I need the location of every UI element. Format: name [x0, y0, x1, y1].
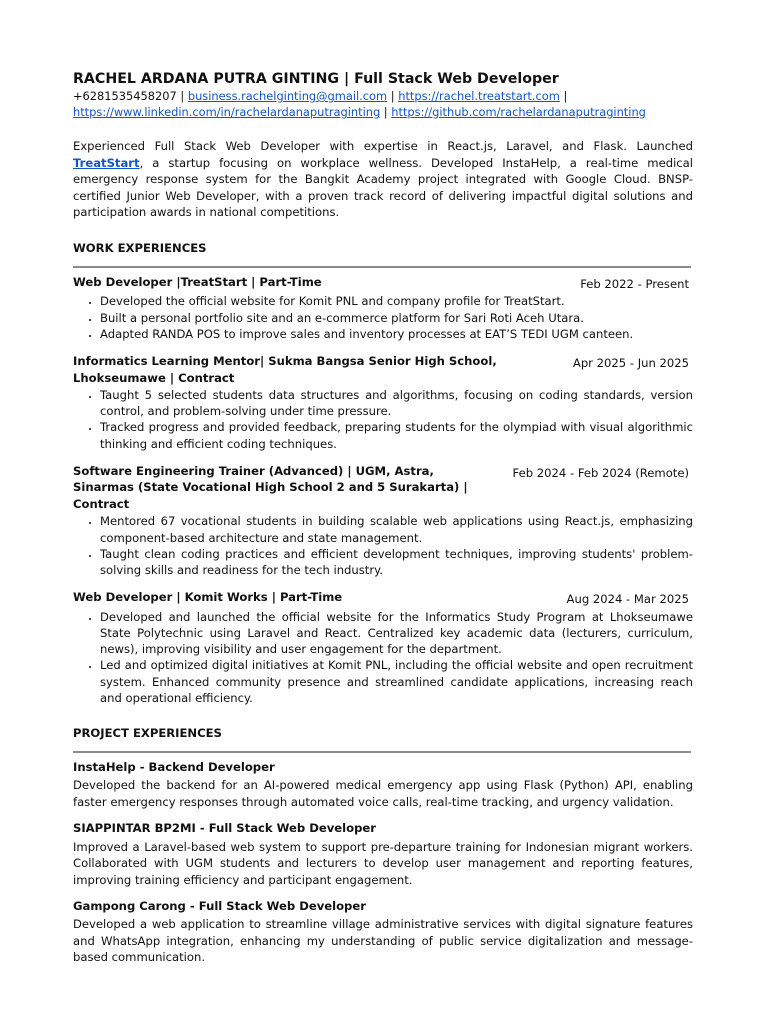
job-bullet: • Developed and launched the official website for the Informatics Study Program at Lhokseumawe State Polytechnic using Laravel and React. Centralized key academic data (lecturers, curriculum, news), improving visibility and user engagement for the department.	[100, 609, 693, 658]
project-description: Improved a Laravel-based web system to support pre-departure training for Indonesian migrant workers. Collaborated with UGM students and lecturers to develop user management and reporting features, improving training efficiency and participant engagement.	[73, 839, 693, 887]
project-title: SIAPPINTAR BP2MI - Full Stack Web Developer	[73, 821, 376, 836]
job-date: Feb 2024 - Feb 2024 (Remote)	[512, 465, 689, 480]
job-bullet: • Mentored 67 vocational students in building scalable web applications using React.js, emphasizing component-based architecture and state management.	[100, 513, 693, 545]
job-title: Web Developer |TreatStart | Part-Time	[73, 274, 322, 289]
section-divider	[73, 751, 691, 753]
github-link[interactable]: https://github.com/rachelardanaputraginting	[391, 105, 646, 119]
job-date: Feb 2022 - Present	[580, 276, 689, 291]
project-entry	[73, 820, 693, 888]
job-bullets	[73, 387, 693, 452]
separator: |	[380, 105, 392, 119]
job-bullet: • Led and optimized digital initiatives at Komit PNL, including the official website and open recruitment system. Enhanced community presence and streamlined candidate applications, increasing reach and operational efficiency.	[100, 657, 693, 706]
section-divider	[73, 266, 691, 268]
job-bullet: • Tracked progress and provided feedback, preparing students for the olympiad with visual algorithmic thinking and efficient coding techniques.	[100, 419, 693, 451]
job-bullets	[73, 293, 693, 342]
contact-info	[73, 88, 693, 120]
summary-paragraph	[73, 138, 693, 221]
job-entry	[73, 463, 693, 578]
job-title: Software Engineering Trainer (Advanced) | UGM, Astra, Sinarmas (State Vocational High School 2 and 5 Surakarta) | Contract	[73, 463, 468, 511]
projects-section-heading: PROJECT EXPERIENCES	[73, 725, 222, 740]
website-link[interactable]: https://rachel.treatstart.com	[398, 89, 560, 103]
treatstart-link[interactable]: TreatStart	[73, 155, 140, 170]
job-date: Apr 2025 - Jun 2025	[572, 356, 689, 371]
job-bullet: • Adapted RANDA POS to improve sales and inventory processes at EAT’S TEDI UGM canteen.	[100, 326, 693, 342]
summary-text-end: , a startup focusing on workplace wellness. Developed InstaHelp, a real-time medical emergency response system for the Bangkit Academy project integrated with Google Cloud. BNSP-certified Junior Web Developer, with a proven track record of delivering impactful digital solutions and participation awards in national competitions.	[73, 155, 693, 220]
separator: |	[387, 89, 399, 103]
linkedin-link[interactable]: https://www.linkedin.com/in/rachelardanaputraginting	[73, 105, 381, 119]
job-date: Aug 2024 - Mar 2025	[566, 592, 689, 607]
separator: |	[176, 89, 188, 103]
resume-page	[73, 70, 693, 966]
work-section-heading: WORK EXPERIENCES	[73, 240, 207, 255]
summary-text-start: Experienced Full Stack Web Developer with expertise in React.js, Laravel, and Flask. Launched	[73, 139, 693, 153]
project-title: InstaHelp - Backend Developer	[73, 759, 275, 774]
job-bullet: • Developed the official website for Komit PNL and company profile for TreatStart.	[100, 293, 693, 309]
phone-number: +6281535458207	[73, 89, 177, 103]
project-entry	[73, 898, 693, 966]
project-entry	[73, 759, 693, 810]
job-bullet: • Taught clean coding practices and efficient development techniques, improving students' problem-solving skills and readiness for the tech industry.	[100, 546, 693, 578]
job-bullets	[73, 513, 693, 578]
job-entry	[73, 589, 693, 706]
project-description: Developed the backend for an AI-powered medical emergency app using Flask (Python) API, enabling faster emergency responses through automated voice calls, real-time tracking, and urgency validation.	[73, 778, 693, 809]
separator: |	[559, 89, 568, 103]
job-title: Informatics Learning Mentor| Sukma Bangsa Senior High School, Lhokseumawe | Contract	[73, 354, 497, 385]
job-bullet: • Taught 5 selected students data structures and algorithms, focusing on coding standards, version control, and problem-solving under time pressure.	[100, 387, 693, 419]
project-description: Developed a web application to streamline village administrative services with digital signature features and WhatsApp integration, enhancing my understanding of public service digitalization and message-based communication.	[73, 917, 693, 965]
email-link[interactable]: business.rachelginting@gmail.com	[187, 89, 388, 103]
project-title: Gampong Carong - Full Stack Web Developer	[73, 898, 366, 913]
job-entry	[73, 274, 693, 342]
job-entry	[73, 353, 693, 452]
job-bullet: • Built a personal portfolio site and an e-commerce platform for Sari Roti Aceh Utara.	[100, 310, 693, 326]
job-bullets	[73, 609, 693, 706]
job-title: Web Developer | Komit Works | Part-Time	[73, 590, 343, 605]
resume-name-title: RACHEL ARDANA PUTRA GINTING | Full Stack Web Developer	[73, 71, 559, 87]
